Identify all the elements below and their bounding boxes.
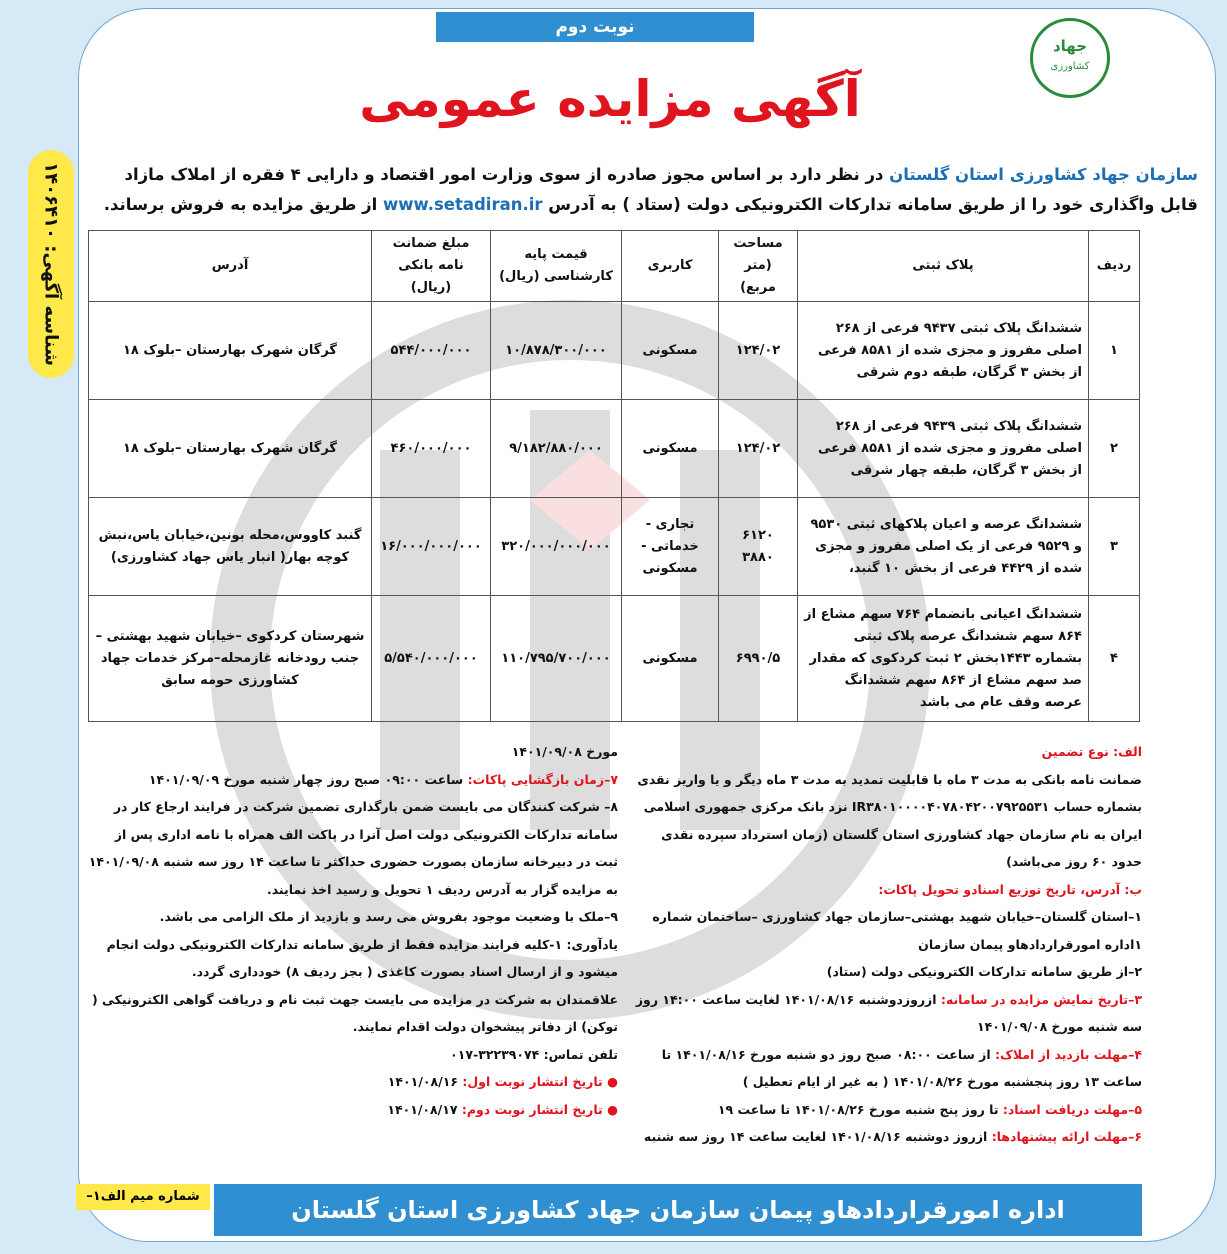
cell-row-number: ۱ bbox=[1089, 302, 1140, 400]
publish-date-2-label: تاریخ انتشار نوبت دوم: bbox=[461, 1101, 603, 1117]
cell-row-number: ۴ bbox=[1089, 596, 1140, 722]
cell-plak: ششدانگ عرصه و اعیان پلاکهای ثبتی ۹۵۳۰ و ۹۵۲۹ فرعی از یک اصلی مفروز و مجزی شده از ۴۴۲۹ فرعی از بخش ۱۰ گنبد، bbox=[798, 498, 1089, 596]
cell-address: گرگان شهرک بهارستان –بلوک ۱۸ bbox=[89, 400, 372, 498]
item-7-label: ۷–زمان بازگشایی پاکات: bbox=[467, 771, 618, 787]
cell-guarantee: ۴۶۰/۰۰۰/۰۰۰ bbox=[372, 400, 491, 498]
intro-text-2: از طریق مزایده به فروش برساند. bbox=[103, 195, 384, 214]
setad-link[interactable]: www.setadiran.ir bbox=[383, 195, 543, 214]
ad-id-text: شناسه آگهی: ۱۴۰۶۴۱۰ bbox=[40, 162, 62, 366]
table-row bbox=[89, 498, 1140, 596]
item-3-label: ۳–تاریخ نمایش مزایده در سامانه: bbox=[940, 991, 1142, 1007]
item-8: ۸– شرکت کنندگان می بایست ضمن بارگذاری تضمین شرکت در فرایند ارجاع کار در سامانه تدارکات الکترونیکی دولت اصل آنرا در پاکت الف همراه با نامه اداری پس از ثبت در دبیرخانه سازمان بصورت حضوری حداکثر تا ساعت ۱۴ روز سه شنبه ۱۴۰۱/۰۹/۰۸ به مزایده گزار به آدرس ردیف ۱ تحویل و رسید اخذ نمایند. bbox=[88, 799, 618, 897]
item-7 bbox=[88, 766, 618, 794]
cell-guarantee: ۱۶/۰۰۰/۰۰۰/۰۰۰ bbox=[372, 498, 491, 596]
header-address: آدرس bbox=[89, 231, 372, 302]
cell-plak: ششدانگ پلاک ثبتی ۹۴۳۷ فرعی از ۲۶۸ اصلی مفروز و مجزی شده از ۸۵۸۱ فرعی از بخش ۳ گرگان، طبقه دوم شرقی bbox=[798, 302, 1089, 400]
publish-date-2 bbox=[88, 1096, 618, 1124]
cell-price: ۹/۱۸۲/۸۸۰/۰۰۰ bbox=[491, 400, 622, 498]
reminder: یادآوری: ۱-کلیه فرایند مزایده فقط از طریق سامانه تدارکات الکترونیکی دولت انجام میشود و از ارسال اسناد بصورت کاغذی ( بجز ردیف ۸) خودداری گردد. bbox=[106, 936, 618, 979]
publish-date-1-value: ۱۴۰۱/۰۸/۱۶ bbox=[387, 1074, 463, 1089]
item-6 bbox=[632, 1123, 1142, 1151]
item-9: ۹–ملک با وضعیت موجود بفروش می رسد و بازدید از ملک الزامی می باشد. bbox=[159, 909, 618, 924]
logo-subtext: کشاورزی bbox=[1050, 61, 1090, 72]
footer-code: شماره میم الف۱– bbox=[76, 1184, 210, 1210]
header-usage: کاربری bbox=[622, 231, 719, 302]
table-header-row bbox=[89, 231, 1140, 302]
header-guarantee: مبلغ ضمانت نامه بانکی (ریال) bbox=[372, 231, 491, 302]
item-4-text: از ساعت ۰۸:۰۰ صبح روز دو شنبه مورخ ۱۴۰۱/۰۸/۱۶ تا ساعت ۱۳ روز پنجشنبه مورخ ۱۴۰۱/۰۸/۲۶ ( به غیر از ایام تعطیل ) bbox=[661, 1046, 1142, 1089]
cell-usage: مسکونی bbox=[622, 596, 719, 722]
cell-row-number: ۳ bbox=[1089, 498, 1140, 596]
edition-label: نوبت دوم bbox=[436, 12, 754, 42]
documents-heading: ب: آدرس، تاریخ توزیع اسنادو تحویل پاکات: bbox=[878, 881, 1142, 897]
item-5-text: تا روز پنج شنبه مورخ ۱۴۰۱/۰۸/۲۶ تا ساعت ۱۹ bbox=[717, 1101, 1003, 1117]
item-3 bbox=[632, 986, 1142, 1041]
logo-text: جهاد bbox=[1052, 37, 1088, 55]
cell-guarantee: ۵۴۴/۰۰۰/۰۰۰ bbox=[372, 302, 491, 400]
item-4-label: ۴–مهلت بازدید از املاک: bbox=[995, 1046, 1142, 1062]
intro-paragraph bbox=[96, 160, 1198, 220]
header-area: مساحت (متر مربع) bbox=[719, 231, 798, 302]
cell-area: ۶۹۹۰/۵ bbox=[719, 596, 798, 722]
item-4 bbox=[632, 1041, 1142, 1096]
footer-org: اداره امورقراردادهاو پیمان سازمان جهاد کشاورزی استان گلستان bbox=[214, 1184, 1142, 1236]
item-6-label: ۶–مهلت ارائه پیشنهادها: bbox=[991, 1129, 1142, 1144]
bullet-icon: ● bbox=[607, 1074, 618, 1089]
guarantee-type-heading: الف: نوع تضمین bbox=[1041, 744, 1142, 759]
jahad-logo bbox=[1030, 18, 1110, 98]
cell-guarantee: ۵/۵۴۰/۰۰۰/۰۰۰ bbox=[372, 596, 491, 722]
item-7-text: ساعت ۰۹:۰۰ صبح روز چهار شنبه مورخ ۱۴۰۱/۰۹/۰۹ bbox=[148, 771, 468, 787]
intro-text-1: در نظر دارد بر اساس مجوز صادره از سوی وزارت امور اقتصاد و دارایی ۴ فقره از املاک مازاد قابل واگذاری خود را از طریق سامانه تدارکات الکترونیکی دولت (ستاد ) به آدرس bbox=[124, 165, 1198, 214]
header-price: قیمت پایه کارشناسی (ریال) bbox=[491, 231, 622, 302]
item-3-text: ازروزدوشنبه ۱۴۰۱/۰۸/۱۶ لغایت ساعت ۱۴:۰۰ روز سه شنبه مورخ ۱۴۰۱/۰۹/۰۸ bbox=[635, 991, 1142, 1034]
item-6-text: ازروز دوشنبه ۱۴۰۱/۰۸/۱۶ لغایت ساعت ۱۴ روز سه شنبه bbox=[643, 1129, 992, 1144]
cell-area: ۶۱۲۰ ۳۸۸۰ bbox=[719, 498, 798, 596]
intro-org: سازمان جهاد کشاورزی استان گلستان bbox=[889, 165, 1198, 184]
header-plak: پلاک ثبتی bbox=[798, 231, 1089, 302]
cell-area: ۱۲۴/۰۲ bbox=[719, 302, 798, 400]
cell-address: گرگان شهرک بهارستان –بلوک ۱۸ bbox=[89, 302, 372, 400]
contact-phone: تلفن تماس: ۳۲۲۳۹۰۷۴-۰۱۷ bbox=[450, 1046, 618, 1062]
notes-left-column bbox=[88, 738, 618, 1123]
item-5 bbox=[632, 1096, 1142, 1124]
cell-usage: تجاری - خدماتی - مسکونی bbox=[622, 498, 719, 596]
ad-id-tag bbox=[28, 150, 74, 378]
table-row bbox=[89, 596, 1140, 722]
cell-plak: ششدانگ پلاک ثبتی ۹۴۳۹ فرعی از ۲۶۸ اصلی مفروز و مجزی شده از ۸۵۸۱ فرعی از بخش ۳ گرگان، طبقه چهار شرقی bbox=[798, 400, 1089, 498]
publish-date-1-label: تاریخ انتشار نوبت اول: bbox=[462, 1074, 603, 1089]
cell-row-number: ۲ bbox=[1089, 400, 1140, 498]
documents-address-1: ۱–استان گلستان–خیابان شهید بهشتی–سازمان جهاد کشاورزی –ساختمان شماره ۱اداره امورقراردادهاو پیمان سازمان bbox=[652, 909, 1142, 952]
cell-area: ۱۲۴/۰۲ bbox=[719, 400, 798, 498]
table-row bbox=[89, 400, 1140, 498]
token-note: علاقمندان به شرکت در مزایده می بایست جهت ثبت نام و دریافت گواهی الکترونیکی ( توکن) از دفاتر پیشخوان دولت اقدام نمایند. bbox=[91, 991, 618, 1034]
cell-price: ۱۱۰/۷۹۵/۷۰۰/۰۰۰ bbox=[491, 596, 622, 722]
publish-date-1 bbox=[88, 1068, 618, 1096]
table-row bbox=[89, 302, 1140, 400]
cell-usage: مسکونی bbox=[622, 302, 719, 400]
publish-date-2-value: ۱۴۰۱/۰۸/۱۷ bbox=[387, 1101, 462, 1117]
bullet-icon: ● bbox=[607, 1101, 618, 1117]
documents-address-2: ۲–از طریق سامانه تدارکات الکترونیکی دولت (ستاد) bbox=[826, 964, 1142, 979]
cell-usage: مسکونی bbox=[622, 400, 719, 498]
cell-plak: ششدانگ اعیانی بانضمام ۷۶۴ سهم مشاع از ۸۶۴ سهم ششدانگ عرصه پلاک ثبتی بشماره ۱۴۴۳بخش ۲ ثبت کردکوی که مقدار صد سهم مشاع از ۸۶۴ سهم ششدانگ عرصه وقف عام می باشد bbox=[798, 596, 1089, 722]
cell-address: شهرستان کردکوی –خیابان شهید بهشتی – جنب رودخانه غازمحله–مرکز خدمات جهاد کشاورزی حومه سابق bbox=[89, 596, 372, 722]
cell-price: ۱۰/۸۷۸/۳۰۰/۰۰۰ bbox=[491, 302, 622, 400]
item-5-label: ۵–مهلت دریافت اسناد: bbox=[1002, 1101, 1142, 1117]
cell-address: گنبد کاووس،محله بونین،خیابان یاس،نبش کوچه بهار( انبار یاس جهاد کشاورزی) bbox=[89, 498, 372, 596]
item-6-date: مورخ ۱۴۰۱/۰۹/۰۸ bbox=[511, 744, 618, 759]
cell-price: ۳۲۰/۰۰۰/۰۰۰/۰۰۰ bbox=[491, 498, 622, 596]
header-row-number: ردیف bbox=[1089, 231, 1140, 302]
properties-table bbox=[88, 230, 1140, 722]
guarantee-type-text: ضمانت نامه بانکی به مدت ۳ ماه با قابلیت تمدید به مدت ۳ ماه دیگر و یا واریز نقدی بشماره حساب IR۳۸۰۱۰۰۰۰۴۰۷۸۰۴۲۰۰۷۹۲۵۵۳۱ نزد بانک مرکزی جمهوری اسلامی ایران به نام سازمان جهاد کشاورزی استان گلستان (زمان استرداد سپرده نقدی حدود ۶۰ روز می‌باشد) bbox=[637, 771, 1142, 869]
page-title: آگهی مزایده عمومی bbox=[359, 70, 861, 128]
notes-right-column bbox=[632, 738, 1142, 1151]
